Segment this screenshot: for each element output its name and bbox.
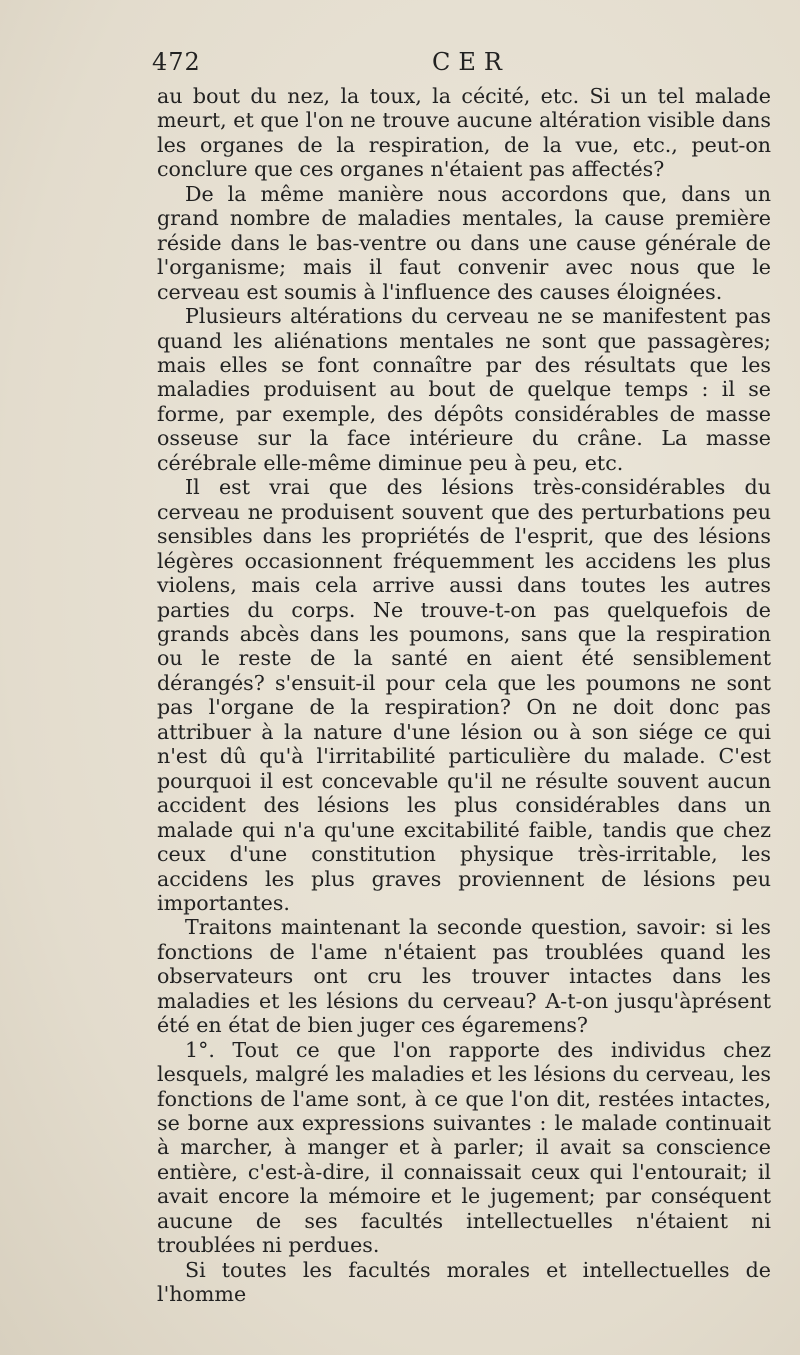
- body-text: [157, 84, 771, 1307]
- paragraph: Il est vrai que des lésions très-considérables du cerveau ne produisent souvent que des perturbations peu sensibles dans les propriétés de l'esprit, que des lésions légères occasionnent fréquemment les accidens les plus violens, mais cela arrive aussi dans toutes les autres parties du corps. Ne trouve-t-on pas quelquefois de grands abcès dans les poumons, sans que la respiration ou le reste de la santé en aient été sensiblement dérangés? s'ensuit-il pour cela que les poumons ne sont pas l'organe de la respiration? On ne doit donc pas attribuer à la nature d'une lésion ou à son siége ce qui n'est dû qu'à l'irritabilité particulière du malade. C'est pourquoi il est concevable qu'il ne résulte souvent aucun accident des lésions les plus considérables dans un malade qui n'a qu'une excitabilité faible, tandis que chez ceux d'une constitution physique très-irritable, les accidens les plus graves proviennent de lésions peu importantes.: [157, 475, 771, 915]
- paragraph: 1°. Tout ce que l'on rapporte des individus chez lesquels, malgré les maladies et les lésions du cerveau, les fonctions de l'ame sont, à ce que l'on dit, restées intactes, se borne aux expressions suivantes : le malade continuait à marcher, à manger et à parler; il avait sa conscience entière, c'est-à-dire, il connaissait ceux qui l'entourait; il avait encore la mémoire et le jugement; par conséquent aucune de ses facultés intellectuelles n'étaient ni troublées ni perdues.: [157, 1037, 771, 1258]
- paragraph: Si toutes les facultés morales et intellectuelles de l'homme: [157, 1257, 771, 1307]
- running-head: CER: [432, 48, 510, 76]
- paragraph: Plusieurs altérations du cerveau ne se manifestent pas quand les aliénations mentales ne sont que passagères; mais elles se font connaître par des résultats que les maladies produisent au bout de quelque temps : il se forme, par exemple, des dépôts considérables de masse osseuse sur la face intérieure du crâne. La masse cérébrale elle-même diminue peu à peu, etc.: [157, 304, 771, 475]
- paragraph: Traitons maintenant la seconde question, savoir: si les fonctions de l'ame n'étaient pas troublées quand les observateurs ont cru les trouver intactes dans les maladies et les lésions du cerveau? A-t-on jusqu'àprésent été en état de bien juger ces égaremens?: [157, 915, 771, 1038]
- page-number: 472: [152, 48, 201, 76]
- paragraph: au bout du nez, la toux, la cécité, etc. Si un tel malade meurt, et que l'on ne trouve aucune altération visible dans les organes de la respiration, de la vue, etc., peut-on conclure que ces organes n'étaient pas affectés?: [157, 84, 771, 182]
- page-header: [152, 48, 772, 84]
- paragraph: De la même manière nous accordons que, dans un grand nombre de maladies mentales, la cause première réside dans le bas-ventre ou dans une cause générale de l'organisme; mais il faut convenir avec nous que le cerveau est soumis à l'influence des causes éloignées.: [157, 181, 771, 304]
